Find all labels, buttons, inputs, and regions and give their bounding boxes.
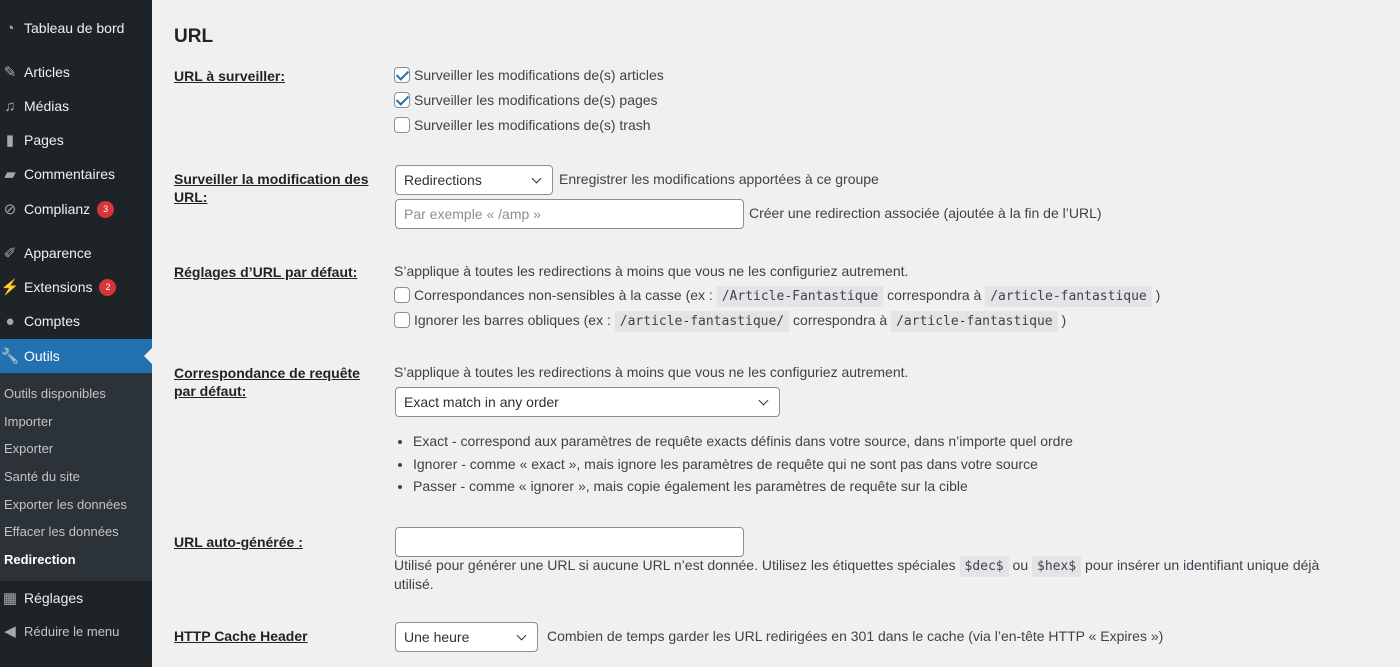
associated-redirect-input[interactable]: Par exemple « /amp » [395, 199, 744, 229]
monitor-articles[interactable]: Surveiller les modifications de(s) articles [394, 67, 664, 83]
query-select[interactable]: Exact match in any order [395, 387, 780, 417]
sidebar-item-complianz[interactable]: ⊘ Complianz 3 [0, 192, 152, 226]
monitor-label: URL à surveiller: [174, 68, 286, 84]
sidebar-item-pages[interactable]: ▮ Pages [0, 123, 152, 157]
cache-desc: Combien de temps garder les URL redirigées en 301 dans le cache (via l’en-tête HTTP « Expires ») [547, 628, 1164, 644]
query-options-list [395, 433, 1073, 501]
tools-submenu [0, 373, 152, 581]
cache-label: HTTP Cache Header [174, 628, 308, 644]
cache-select[interactable]: Une heure [395, 622, 538, 652]
defaults-label: Réglages d’URL par défaut: [174, 264, 358, 280]
auto-url-input[interactable] [395, 527, 744, 557]
comment-icon: ▰ [4, 166, 16, 183]
sidebar-item-dashboard[interactable]: ◔ Tableau de bord [0, 11, 152, 45]
notification-badge: 2 [99, 279, 116, 296]
case-insensitive-option[interactable]: Correspondances non-sensibles à la casse (ex : /Article-Fantastique correspondra à /article-fantastique ) [394, 287, 1160, 304]
page-title: URL [174, 26, 214, 47]
sidebar-item-tools[interactable]: 🔧 Outils [0, 339, 152, 373]
submenu-export[interactable]: Exporter [4, 441, 54, 456]
sidebar-item-comments[interactable]: ▰ Commentaires [0, 157, 152, 191]
checkbox[interactable] [394, 312, 410, 328]
group-label: Surveiller la modification des URL: [174, 171, 369, 205]
submenu-erase-data[interactable]: Effacer les données [4, 524, 119, 539]
pin-icon: ✎ [3, 64, 17, 81]
auto-url-desc: Utilisé pour générer une URL si aucune URL n’est donnée. Utilisez les étiquettes spéciales $dec$ ou $hex$ pour insérer un identifiant unique déjà [394, 557, 1319, 574]
checkbox-checked[interactable] [394, 67, 410, 83]
wrench-icon: 🔧 [0, 348, 20, 365]
monitor-pages[interactable]: Surveiller les modifications de(s) pages [394, 92, 658, 108]
checkbox-checked[interactable] [394, 92, 410, 108]
collapse-menu-button[interactable]: ◀ Réduire le menu [0, 614, 152, 648]
submenu-export-data[interactable]: Exporter les données [4, 497, 127, 512]
sidebar-item-media[interactable]: ♫ Médias [0, 89, 152, 123]
monitor-trash[interactable]: Surveiller les modifications de(s) trash [394, 117, 651, 133]
checkbox[interactable] [394, 287, 410, 303]
group-select-desc: Enregistrer les modifications apportées à ce groupe [559, 171, 879, 187]
defaults-desc: S’applique à toutes les redirections à moins que vous ne les configuriez autrement. [394, 263, 909, 279]
list-item: • Ignorer - comme « exact », mais ignore les paramètres de requête qui ne sont pas dans votre source [413, 456, 1073, 479]
sidebar-item-appearance[interactable]: ✐ Apparence [0, 236, 152, 270]
auto-url-label: URL auto-générée : [174, 534, 303, 550]
sidebar-item-extensions[interactable]: ⚡ Extensions 2 [0, 270, 152, 304]
pages-icon: ▮ [5, 132, 15, 149]
submenu-import[interactable]: Importer [4, 414, 53, 429]
sidebar-item-users[interactable]: ● Comptes [0, 304, 152, 338]
auto-url-desc-end: utilisé. [394, 576, 434, 592]
group-select[interactable]: Redirections [395, 165, 553, 195]
notification-badge: 3 [97, 201, 114, 218]
media-icon: ♫ [4, 97, 16, 115]
collapse-icon: ◀ [4, 623, 16, 640]
sidebar-item-articles[interactable]: ✎ Articles [0, 55, 152, 89]
associated-redirect-desc: Créer une redirection associée (ajoutée à la fin de l’URL) [749, 205, 1102, 221]
dashboard-icon: ◔ [5, 19, 15, 37]
list-item: • Exact - correspond aux paramètres de requête exacts définis dans votre source, dans n’importe quel ordre [413, 433, 1073, 456]
sidebar-item-settings[interactable]: ▦ Réglages [0, 581, 152, 615]
brush-icon: ✐ [3, 245, 17, 262]
submenu-available-tools[interactable]: Outils disponibles [4, 386, 106, 401]
submenu-site-health[interactable]: Santé du site [4, 469, 80, 484]
admin-sidebar [0, 0, 152, 667]
checkbox[interactable] [394, 117, 410, 133]
plugin-icon: ⚡ [0, 279, 20, 296]
ignore-slash-option[interactable]: Ignorer les barres obliques (ex : /article-fantastique/ correspondra à /article-fantastique ) [394, 312, 1066, 329]
list-item: • Passer - comme « ignorer », mais copie également les paramètres de requête sur la cible [413, 478, 1073, 501]
query-label: Correspondance de requête par défaut: [174, 365, 360, 399]
submenu-redirection[interactable]: Redirection [4, 552, 76, 567]
complianz-icon: ⊘ [3, 201, 17, 218]
user-icon: ● [5, 312, 15, 330]
settings-icon: ▦ [2, 590, 18, 607]
query-desc: S’applique à toutes les redirections à moins que vous ne les configuriez autrement. [394, 364, 909, 380]
